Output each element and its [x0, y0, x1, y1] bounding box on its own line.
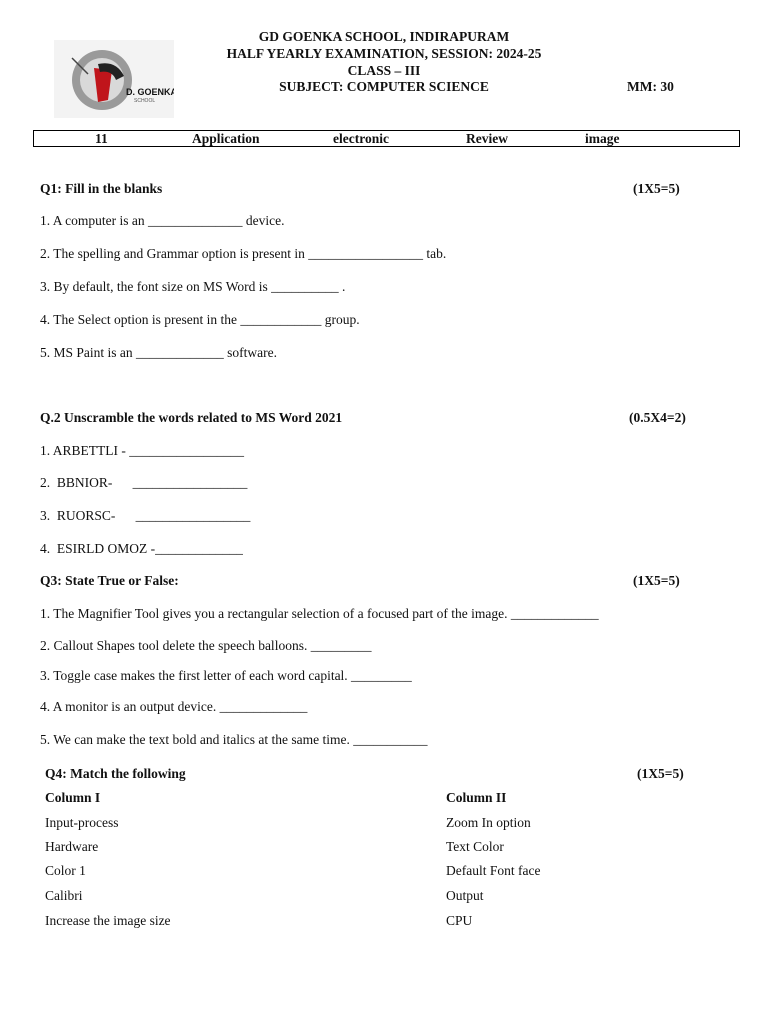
column-1-header: Column I [45, 790, 101, 805]
school-name: GD GOENKA SCHOOL, INDIRAPURAM [258, 29, 510, 44]
q1-item: 2. The spelling and Grammar option is present in _________________ tab. [40, 246, 447, 261]
class-label: CLASS – III [347, 63, 421, 78]
q3-item: 1. The Magnifier Tool gives you a rectangular selection of a focused part of the image. _____________ [40, 606, 599, 621]
match-col2-item: Zoom In option [446, 815, 531, 830]
match-col1-item: Input-process [45, 815, 119, 830]
q2-item: 4. ESIRLD OMOZ -_____________ [40, 541, 243, 556]
logo-subtext: SCHOOL [134, 98, 156, 104]
q2-title: Q.2 Unscramble the words related to MS Word 2021 [40, 410, 343, 425]
q3-item: 3. Toggle case makes the first letter of each word capital. _________ [40, 668, 412, 683]
q1-title: Q1: Fill in the blanks [40, 181, 163, 196]
max-marks: MM: 30 [627, 79, 674, 94]
q1-item: 1. A computer is an ______________ device. [40, 213, 285, 228]
q3-item: 4. A monitor is an output device. _____________ [40, 699, 308, 714]
exam-title: HALF YEARLY EXAMINATION, SESSION: 2024-25 [226, 46, 542, 61]
logo-text: D. GOENKA [126, 87, 174, 97]
q3-title: Q3: State True or False: [40, 573, 179, 588]
word-bank-item: Review [466, 131, 508, 146]
q4-marks: (1X5=5) [637, 766, 684, 781]
match-col1-item: Calibri [45, 888, 83, 903]
subject-label: SUBJECT: COMPUTER SCIENCE [279, 79, 489, 94]
match-col2-item: Output [446, 888, 484, 903]
column-2-header: Column II [446, 790, 507, 805]
match-col2-item: Default Font face [446, 863, 541, 878]
q2-item: 2. BBNIOR- _________________ [40, 475, 248, 490]
q1-marks: (1X5=5) [633, 181, 680, 196]
q1-item: 5. MS Paint is an _____________ software. [40, 345, 277, 360]
q4-title: Q4: Match the following [45, 766, 186, 781]
q2-item: 1. ARBETTLI - _________________ [40, 443, 244, 458]
q2-marks: (0.5X4=2) [629, 410, 686, 425]
match-col2-item: Text Color [446, 839, 504, 854]
q1-item: 4. The Select option is present in the ____________ group. [40, 312, 360, 327]
match-col1-item: Increase the image size [45, 913, 171, 928]
q2-item: 3. RUORSC- _________________ [40, 508, 251, 523]
q1-item: 3. By default, the font size on MS Word is __________ . [40, 279, 346, 294]
word-bank-item: image [585, 131, 620, 146]
word-bank-item: electronic [333, 131, 389, 146]
q3-item: 5. We can make the text bold and italics at the same time. ___________ [40, 732, 428, 747]
word-bank-item: Application [192, 131, 260, 146]
match-col1-item: Color 1 [45, 863, 86, 878]
word-bank-box [33, 130, 740, 147]
q3-marks: (1X5=5) [633, 573, 680, 588]
q3-item: 2. Callout Shapes tool delete the speech balloons. _________ [40, 638, 372, 653]
word-bank-item: 11 [95, 131, 108, 146]
match-col1-item: Hardware [45, 839, 99, 854]
match-col2-item: CPU [446, 913, 473, 928]
